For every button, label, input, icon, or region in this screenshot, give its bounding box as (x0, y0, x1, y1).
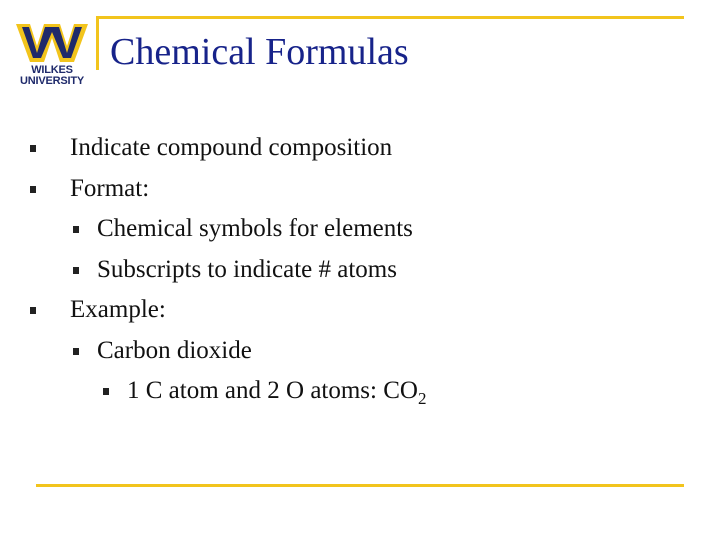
list-item (0, 293, 700, 334)
formula-subscript: 2 (417, 389, 427, 408)
wilkes-university-logo (14, 20, 90, 90)
list-item (0, 253, 700, 294)
bullet-text: Format: (70, 174, 150, 202)
bullet-text (127, 374, 426, 408)
header-divider-vertical (96, 16, 99, 70)
header-divider-horizontal (96, 16, 684, 19)
bullet-text: Indicate compound composition (70, 134, 393, 161)
logo-wordmark-line1: WILKES (31, 64, 73, 76)
slide-title: Chemical Formulas (110, 31, 409, 73)
footer-divider (36, 484, 684, 487)
formula-text: 1 C atom and 2 O atoms: CO (127, 377, 418, 404)
bullet-text: Example: (70, 296, 166, 323)
list-item (0, 172, 700, 213)
square-bullet-icon (30, 145, 36, 152)
list-item (0, 374, 700, 415)
logo-wordmark-line2: UNIVERSITY (19, 75, 84, 87)
bullet-text: Subscripts to indicate # atoms (97, 255, 397, 283)
list-item (0, 131, 700, 172)
bullet-text: Carbon dioxide (97, 336, 252, 364)
w-logo-icon (14, 20, 90, 64)
square-bullet-icon (73, 348, 79, 355)
bullet-text: Chemical symbols for elements (97, 215, 413, 242)
bullet-list (0, 131, 700, 415)
square-bullet-icon (30, 186, 36, 193)
list-item (0, 212, 700, 253)
square-bullet-icon (103, 388, 109, 395)
list-item (0, 334, 700, 375)
square-bullet-icon (30, 307, 36, 314)
square-bullet-icon (73, 226, 79, 233)
square-bullet-icon (73, 267, 79, 274)
